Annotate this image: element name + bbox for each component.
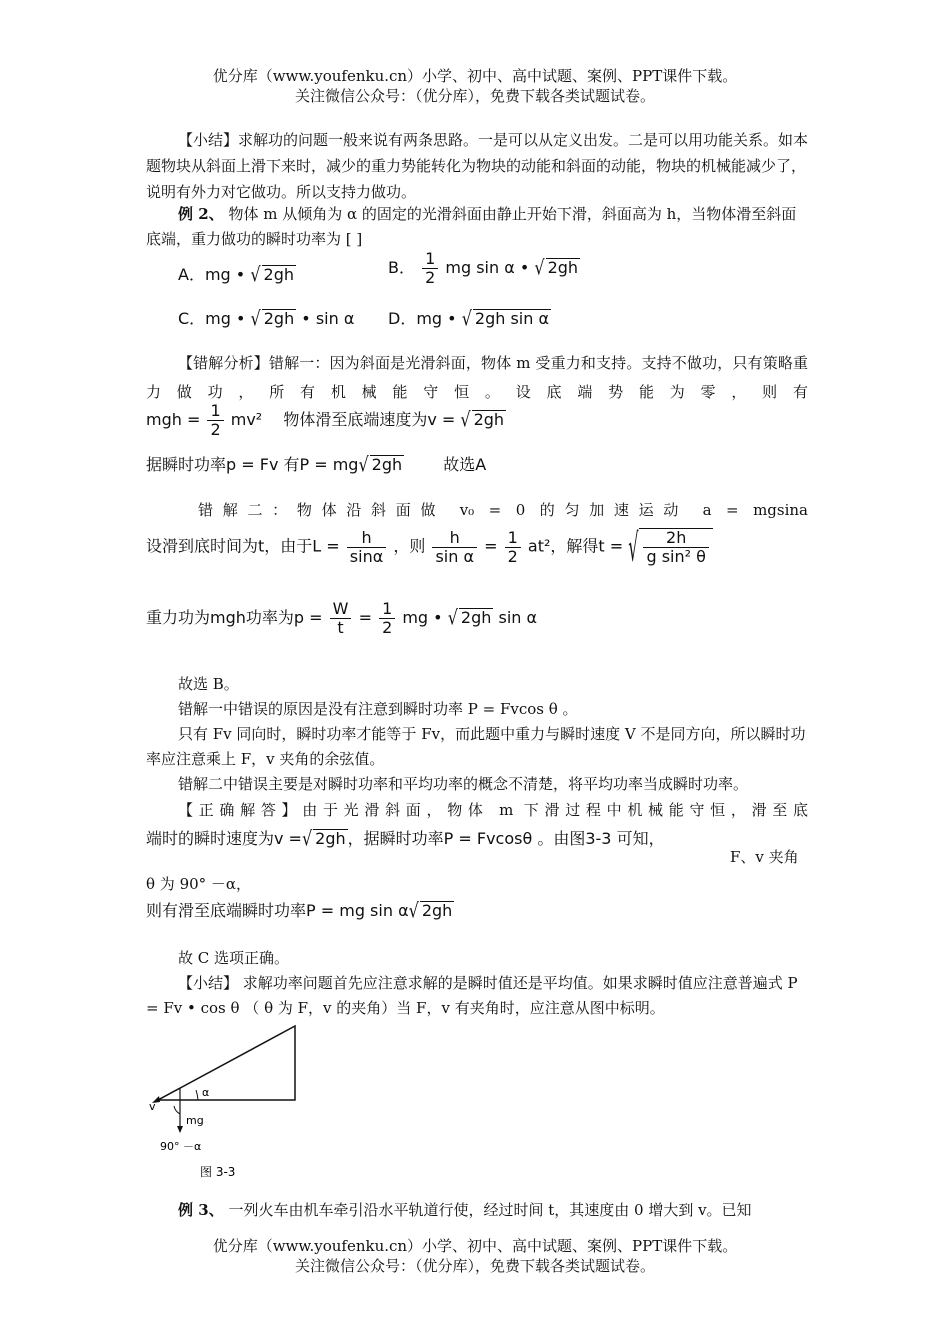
fraction-denominator: 2 — [382, 618, 393, 637]
fraction-numerator: 1 — [379, 600, 395, 619]
sqrt-icon: √ — [250, 262, 261, 287]
correct-velocity-text: 端时的瞬时速度为v = — [146, 829, 302, 848]
eq-mv2: mv² — [230, 410, 263, 429]
fraction-denominator: 2 — [425, 268, 436, 287]
sqrt-icon: √ — [408, 898, 419, 923]
eq-W-t-fraction — [330, 600, 352, 637]
correct-result-line — [146, 898, 454, 921]
reason-2: 只有 Fv 同向时，瞬时功率才能等于 Fv，而此题中重力与瞬时速度 V 不是同方向，所以瞬时功率应注意乘上 F，v 夹角的余弦值。 — [146, 725, 806, 768]
example-2-text: 物体 m 从倾角为 α 的固定的光滑斜面由静止开始下滑，斜面高为 h，当物体滑至斜面底端，重力做功的瞬时功率为 [ ] — [146, 205, 797, 248]
eq-t-sqrt — [639, 528, 712, 566]
eq-t-fraction — [643, 529, 708, 566]
correct-angle-text: F、v 夹角 — [730, 848, 799, 866]
eq-power-text: 重力功为mgh功率为p = — [146, 608, 323, 627]
sqrt-icon: √ — [447, 605, 458, 630]
fraction-denominator: t — [337, 618, 344, 637]
sqrt-icon: √ — [460, 407, 471, 432]
correct-velocity-line — [146, 826, 665, 849]
fraction-numerator: 1 — [505, 529, 521, 548]
option-a — [178, 262, 296, 285]
wrong-2-power-equation — [146, 600, 537, 637]
example-3-text: 一列火车由机车牵引沿水平轨道行使，经过时间 t，其速度由 0 增大到 v。已知 — [223, 1201, 752, 1219]
header-line-1: 优分库（www.youfenku.cn）小学、初中、高中试题、案例、PPT课件下载。 — [212, 67, 738, 85]
fraction-numerator: 1 — [207, 402, 223, 421]
gravity-arrowhead-icon — [177, 1126, 183, 1133]
fraction-denominator: sinα — [349, 546, 384, 566]
reason-3: 错解二中错误主要是对瞬时功率和平均功率的概念不清楚，将平均功率当成瞬时功率。 — [178, 775, 749, 793]
option-c-sqrt: 2gh — [263, 309, 295, 328]
option-c — [178, 306, 354, 329]
option-b — [388, 250, 580, 287]
option-d-sqrt: 2gh sin α — [474, 309, 550, 328]
angle-label: 90° －α — [160, 1140, 202, 1153]
option-a-label: A．mg • — [178, 265, 251, 284]
correct-theta-line: θ 为 90° －α， — [146, 875, 252, 893]
eq-velocity-sqrt: 2gh — [473, 410, 505, 429]
eq-power-sqrt: 2gh — [460, 608, 492, 627]
alpha-label: α — [202, 1086, 210, 1099]
option-c-sina: • sin α — [296, 309, 355, 328]
example-3-question — [146, 1198, 808, 1223]
eq-h-sina-fraction — [432, 529, 477, 566]
correct-result-text: 则有滑至底端瞬时功率P = mg sin α — [146, 901, 409, 920]
eq-half-fraction — [207, 402, 223, 439]
sqrt-icon: √ — [461, 306, 472, 331]
sqrt-icon: √ — [301, 826, 313, 851]
option-d — [388, 306, 551, 329]
sqrt-icon: √ — [534, 255, 545, 280]
fraction-denominator: 2 — [210, 420, 221, 439]
option-b-fraction — [422, 250, 438, 287]
correct-result-sqrt: 2gh — [421, 901, 453, 920]
sqrt-icon: √ — [358, 452, 369, 477]
fraction-denominator: g sin² θ — [646, 547, 706, 566]
eq-choose-a: 故选A — [443, 455, 487, 474]
correct-solution-intro: 【正确解答】由于光滑斜面，物体 m 下滑过程中机械能守恒，滑至底 — [178, 801, 808, 819]
fraction-numerator: W — [330, 600, 352, 619]
example-2-label: 例 2、 — [178, 205, 224, 223]
wrong-2-time-equation — [146, 524, 713, 570]
reason-1: 错解一中错误的原因是没有注意到瞬时功率 P = Fvcos θ 。 — [178, 700, 578, 718]
eq-velocity-text: 物体滑至底端速度为v = — [283, 410, 456, 429]
footer-line-1: 优分库（www.youfenku.cn）小学、初中、高中试题、案例、PPT课件下载。 — [212, 1237, 738, 1255]
fraction-numerator: h — [432, 529, 477, 548]
wrong-1-energy-equation — [146, 402, 506, 439]
alpha-arc — [196, 1090, 198, 1100]
eq-power-text: 据瞬时功率p = Fv 有P = mg — [146, 455, 359, 474]
fraction-numerator: 2h — [643, 529, 708, 548]
sqrt-icon: √ — [250, 306, 261, 331]
eq-then: ，则 — [393, 536, 426, 556]
conclusion: 故 C 选项正确。 — [178, 949, 290, 967]
option-b-label: B． — [388, 258, 415, 277]
fraction-numerator: h — [347, 529, 386, 548]
footer-line-2: 关注微信公众号：（优分库），免费下载各类试题试卷。 — [294, 1257, 655, 1275]
summary-paragraph-1: 【小结】求解功的问题一般来说有两条思路。一是可以从定义出发。二是可以用功能关系。如本题物块从斜面上滑下来时，减少的重力势能转化为物块的动能和斜面的动能，物块的机械能减少了，说明有外力对它做功。所以支持力做功。 — [146, 131, 809, 201]
summary-paragraph-2: 【小结】 求解功率问题首先应注意求解的是瞬时值还是平均值。如果求瞬时值应注意普遍式 P = Fv • cos θ （ θ 为 F，v 的夹角）当 F，v 有夹角时，应注意从图中标明。 — [146, 974, 798, 1017]
option-a-sqrt: 2gh — [263, 265, 294, 284]
header-line-2: 关注微信公众号：（优分库），免费下载各类试题试卷。 — [294, 87, 655, 105]
choose-b: 故选 B。 — [178, 675, 239, 693]
eq-L-fraction — [347, 529, 386, 566]
sqrt-icon: √ — [628, 524, 639, 570]
option-c-label: C．mg • — [178, 309, 251, 328]
fraction-numerator: 1 — [422, 250, 438, 269]
eq-half-fraction — [505, 529, 521, 566]
option-d-label: D．mg • — [388, 309, 462, 328]
eq-at2: at²，解得t = — [527, 536, 624, 556]
angle-arc — [174, 1106, 180, 1114]
eq-equals: = — [484, 536, 498, 556]
eq-half-fraction — [379, 600, 395, 637]
eq-mg: mg • — [402, 608, 443, 627]
eq-time-text: 设滑到底时间为t，由于L = — [146, 536, 340, 556]
wrong-1-power-equation — [146, 452, 486, 475]
figure-caption: 图 3-3 — [200, 1165, 236, 1179]
correct-velocity-sqrt: 2gh — [315, 829, 346, 848]
option-b-mg-sina: mg sin α • — [445, 258, 530, 277]
gravity-label: mg — [186, 1114, 204, 1127]
eq-power-sqrt: 2gh — [371, 455, 403, 474]
eq-equals: = — [358, 608, 372, 627]
eq-mgh: mgh = — [146, 410, 201, 429]
eq-sina: sin α — [498, 608, 538, 627]
example-3-label: 例 3、 — [178, 1201, 224, 1219]
correct-power-formula: ，据瞬时功率P = Fvcosθ 。由图3-3 可知， — [347, 829, 665, 848]
wrong-solution-1-intro: 【错解分析】错解一：因为斜面是光滑斜面，物体 m 受重力和支持。支持不做功，只有策略重力做功，所有机械能守恒。设底端势能为零，则有 — [146, 354, 808, 401]
wrong-solution-2-intro: 错解二：物体沿斜面做 v₀ = 0 的匀加速运动 a = mgsina — [198, 501, 808, 519]
fraction-denominator: 2 — [507, 546, 518, 566]
velocity-label: v — [149, 1100, 156, 1113]
fraction-denominator: sin α — [435, 546, 475, 566]
option-b-sqrt: 2gh — [547, 258, 579, 277]
example-2-question — [146, 202, 808, 252]
figure-3-3 — [140, 1022, 310, 1182]
